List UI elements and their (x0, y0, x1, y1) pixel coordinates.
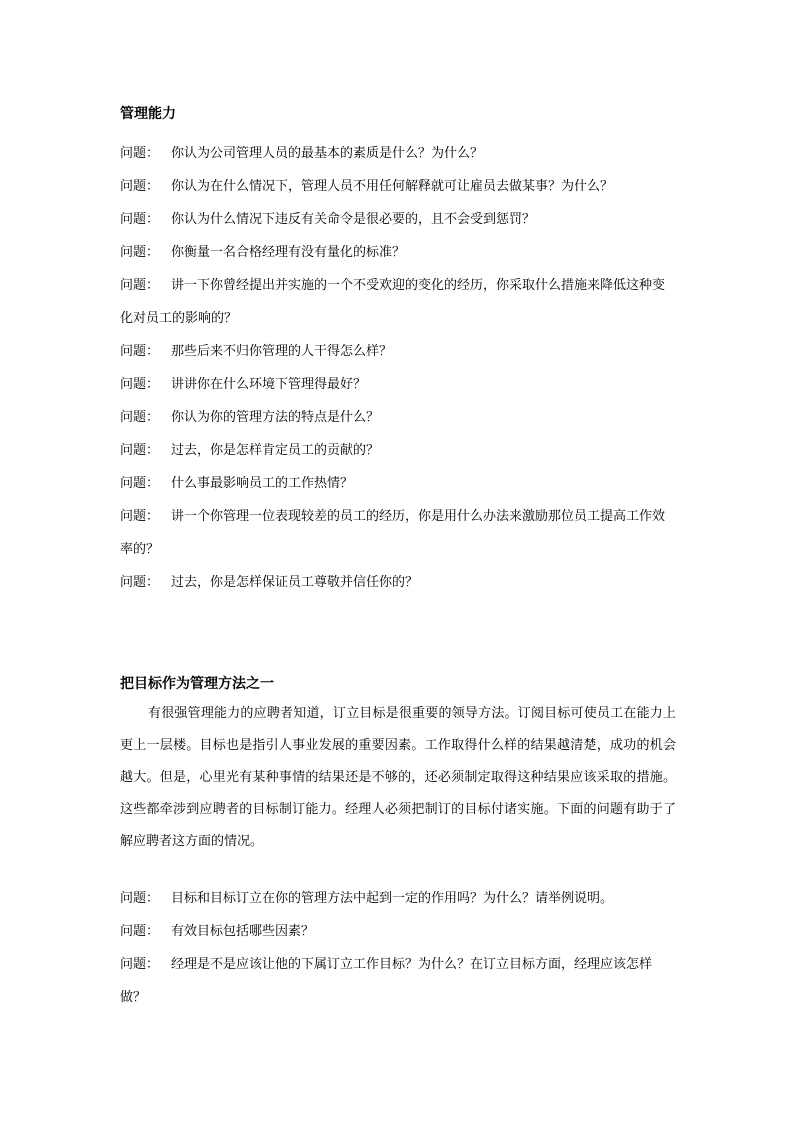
question-item (120, 401, 676, 434)
question-label: 问题： (120, 146, 160, 161)
question-text: 那些后来不归你管理的人干得怎么样？ (171, 344, 393, 359)
question-label: 问题： (120, 212, 160, 227)
question-text: 过去，你是怎样保证员工尊敬并信任你的？ (171, 575, 419, 590)
question-text: 讲讲你在什么环境下管理得最好？ (171, 377, 367, 392)
question-text: 讲一下你曾经提出并实施的一个不受欢迎的变化的经历，你采取什么措施来降低这种变化对员工的影响的？ (120, 278, 666, 326)
question-text: 你认为公司管理人员的最基本的素质是什么？为什么？ (171, 146, 484, 161)
section-title-goals-as-method: 把目标作为管理方法之一 (120, 676, 274, 692)
question-item (120, 368, 676, 401)
question-item (120, 467, 676, 500)
question-label: 问题： (120, 179, 160, 194)
section-title-management-ability: 管理能力 (120, 106, 176, 122)
question-item (120, 500, 676, 566)
intro-paragraph: 有很强管理能力的应聘者知道，订立目标是很重要的领导方法。订阅目标可使员工在能力上更上一层楼。目标也是指引人事业发展的重要因素。工作取得什么样的结果越清楚，成功的机会越大。但是，心里光有某种事情的结果还是不够的，还必须制定取得这种结果应该采取的措施。这些都牵涉到应聘者的目标制订能力。经理人必须把制订的目标付诸实施。下面的问题有助于了解应聘者这方面的情况。 (120, 706, 676, 849)
question-label: 问题： (120, 410, 160, 425)
question-text: 你认为你的管理方法的特点是什么？ (171, 410, 380, 425)
question-text: 讲一个你管理一位表现较差的员工的经历，你是用什么办法来激励那位员工提高工作效率的？ (120, 509, 666, 557)
question-item (120, 948, 676, 1014)
question-item (120, 335, 676, 368)
question-text: 什么事最影响员工的工作热情？ (171, 476, 354, 491)
question-label: 问题： (120, 278, 160, 293)
question-list-management (120, 137, 676, 599)
question-text: 你认为在什么情况下，管理人员不用任何解释就可让雇员去做某事？为什么？ (171, 179, 614, 194)
question-item (120, 203, 676, 236)
question-text: 经理是不是应该让他的下属订立工作目标？为什么？在订立目标方面，经理应该怎样做？ (120, 957, 653, 1005)
question-text: 过去，你是怎样肯定员工的贡献的？ (171, 443, 380, 458)
question-text: 有效目标包括哪些因素？ (171, 924, 315, 939)
question-item (120, 434, 676, 467)
question-item (120, 915, 676, 948)
question-label: 问题： (120, 957, 160, 972)
question-item (120, 137, 676, 170)
question-label: 问题： (120, 924, 160, 939)
question-item (120, 170, 676, 203)
question-label: 问题： (120, 476, 160, 491)
question-item (120, 236, 676, 269)
question-label: 问题： (120, 377, 160, 392)
question-list-goals (120, 882, 676, 1014)
question-label: 问题： (120, 443, 160, 458)
question-text: 你认为什么情况下违反有关命令是很必要的，且不会受到惩罚？ (171, 212, 536, 227)
question-label: 问题： (120, 344, 160, 359)
question-label: 问题： (120, 891, 160, 906)
question-item (120, 882, 676, 915)
question-label: 问题： (120, 245, 160, 260)
question-label: 问题： (120, 509, 160, 524)
question-text: 你衡量一名合格经理有没有量化的标准？ (171, 245, 406, 260)
question-item (120, 566, 676, 599)
question-label: 问题： (120, 575, 160, 590)
question-item (120, 269, 676, 335)
question-text: 目标和目标订立在你的管理方法中起到一定的作用吗？为什么？请举例说明。 (171, 891, 614, 906)
